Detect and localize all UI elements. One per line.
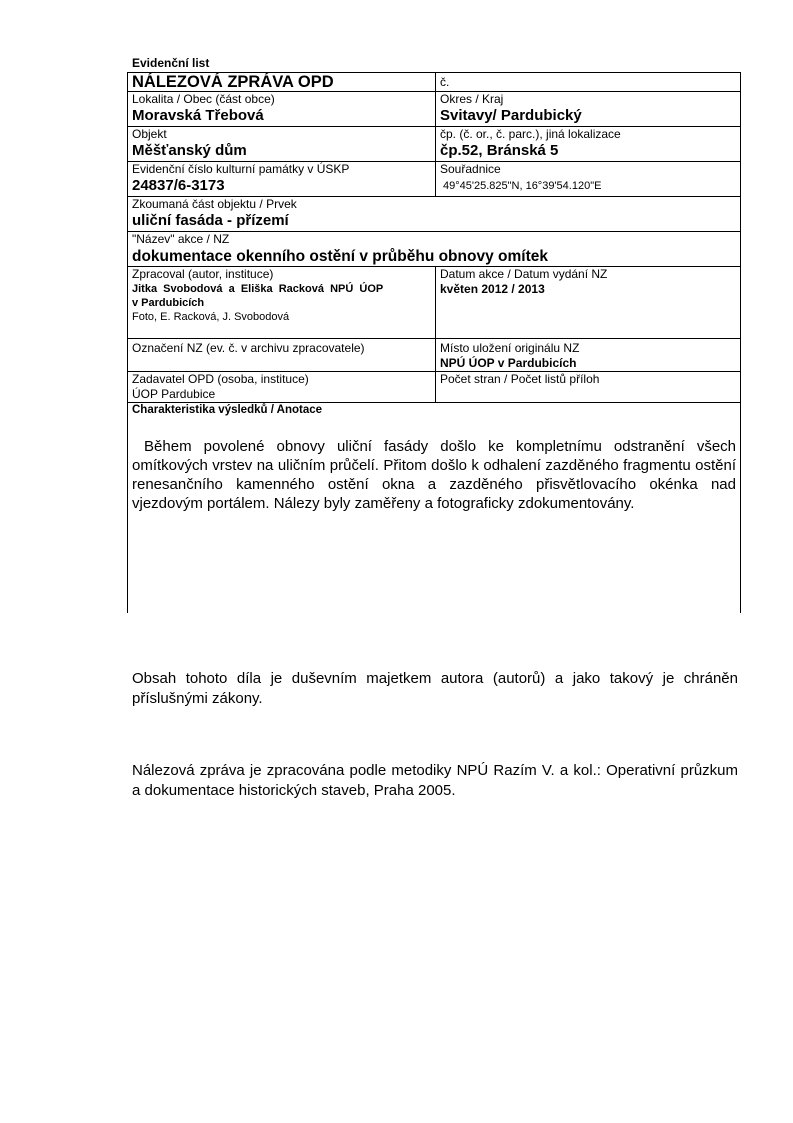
parcel-value: čp.52, Bránská 5	[440, 142, 559, 159]
author-photo: Foto, E. Racková, J. Svobodová	[132, 311, 290, 323]
registry-label: Evidenční číslo kulturní památky v ÚSKP	[132, 162, 350, 176]
archive-label: Označení NZ (ev. č. v archivu zpracovatele)	[132, 341, 365, 355]
author-value: Jitka Svobodová a Eliška Racková NPÚ ÚOP	[132, 283, 384, 295]
part-label: Zkoumaná část objektu / Prvek	[132, 197, 297, 211]
coords-label: Souřadnice	[440, 162, 501, 176]
coords-value: 49°45'25.825"N, 16°39'54.120"E	[443, 180, 602, 192]
action-label: "Název" akce / NZ	[132, 232, 230, 246]
district-value: Svitavy/ Pardubický	[440, 107, 582, 124]
client-label: Zadavatel OPD (osoba, instituce)	[132, 372, 309, 386]
report-title: NÁLEZOVÁ ZPRÁVA OPD	[132, 73, 334, 91]
form-row-author	[128, 267, 740, 339]
locality-label: Lokalita / Obec (část obce)	[132, 92, 275, 106]
date-value: květen 2012 / 2013	[440, 282, 545, 296]
parcel-label: čp. (č. or., č. parc.), jiná lokalizace	[440, 127, 621, 141]
district-label: Okres / Kraj	[440, 92, 504, 106]
form-row-title	[128, 73, 740, 92]
storage-value: NPÚ ÚOP v Pardubicích	[440, 356, 577, 370]
form-row-client	[128, 372, 740, 403]
pages-label: Počet stran / Počet listů příloh	[440, 372, 600, 386]
object-label: Objekt	[132, 127, 167, 141]
number-label: č.	[440, 75, 450, 89]
author-value-cont: v Pardubicích	[132, 297, 205, 309]
part-value: uliční fasáda - přízemí	[132, 212, 289, 229]
storage-label: Místo uložení originálu NZ	[440, 341, 580, 355]
annotation-text: Během povolené obnovy uliční fasády došlo ke kompletnímu odstranění všech omítkových vrstev na uličním průčelí. Přitom došlo k odhalení zazděného fragmentu ostění renesančního kamenného ostění okna a zazděného přisvětlovacího okénka nad vjezdovým portálem. Nálezy byly zaměřeny a fotograficky zdokumentovány.	[132, 438, 741, 512]
form-row-locality	[128, 92, 740, 127]
client-value: ÚOP Pardubice	[132, 387, 216, 401]
form-row-registry	[128, 162, 740, 197]
annotation-label: Charakteristika výsledků / Anotace	[132, 404, 323, 416]
record-form	[127, 72, 741, 613]
form-row-object	[128, 127, 740, 162]
form-row-action	[128, 232, 740, 267]
copyright-notice: Obsah tohoto díla je duševním majetkem autora (autorů) a jako takový je chráněn příslušnými zákony.	[132, 670, 738, 707]
form-row-archive	[128, 339, 740, 372]
date-label: Datum akce / Datum vydání NZ	[440, 267, 608, 281]
registry-value: 24837/6-3173	[132, 177, 225, 194]
form-row-part	[128, 197, 740, 232]
methodology-notice: Nálezová zpráva je zpracována podle metodiky NPÚ Razím V. a kol.: Operativní průzkum a dokumentace historických staveb, Praha 2005.	[132, 762, 738, 799]
annotation-section	[128, 403, 740, 513]
object-value: Měšťanský dům	[132, 142, 247, 159]
author-label: Zpracoval (autor, instituce)	[132, 267, 274, 281]
sheet-title: Evidenční list	[132, 56, 210, 70]
action-value: dokumentace okenního ostění v průběhu obnovy omítek	[132, 248, 548, 265]
locality-value: Moravská Třebová	[132, 107, 264, 124]
